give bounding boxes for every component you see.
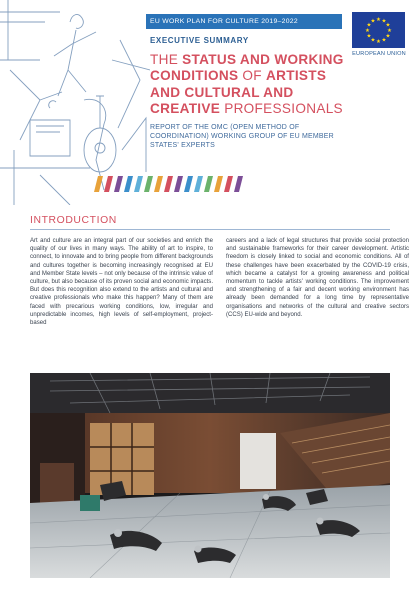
title-part: STATUS AND WORKING CONDITIONS <box>150 52 344 84</box>
introduction-heading: INTRODUCTION <box>30 215 117 226</box>
page-title <box>150 52 360 117</box>
stripe <box>174 176 183 192</box>
stripe <box>154 176 163 192</box>
stripe <box>114 176 123 192</box>
eu-star-icon: ★ <box>376 39 381 45</box>
eu-star-icon: ★ <box>366 22 372 29</box>
eu-star-icon: ★ <box>365 28 370 34</box>
eu-star-icon: ★ <box>381 18 387 25</box>
stripe <box>234 176 243 192</box>
stripe <box>204 176 213 192</box>
title-part: ARTISTS AND CULTURAL AND CREATIVE <box>150 68 327 116</box>
report-subtitle: REPORT OF THE OMC (OPEN METHOD OF COORDINATION) WORKING GROUP OF EU MEMBER STATES' EXPERTS <box>150 124 334 149</box>
stripe <box>214 176 223 192</box>
intro-text-left: Art and culture are an integral part of our societies and enrich the quality of our lives in many ways. The ability of art to inspire, to connect, to innovate and to bring people from different backgrounds and cultures together is becoming increasingly recognised at EU and Member State levels – not only because of the intrinsic value of culture, but also because of its proven social and economic impacts. But does this recognition also extend to the artists and cultural and creative professionals who make this happen? Many of them are faced with precarious working conditions, low, irregular and unpredictable incomes, high levels of self-employment, project-based <box>30 238 213 327</box>
rehearsal-space-photo <box>30 373 390 578</box>
eu-star-icon: ★ <box>376 17 381 23</box>
stripe <box>184 176 193 192</box>
eu-label: EUROPEAN UNION <box>352 51 406 57</box>
stripe <box>104 176 113 192</box>
stripe <box>144 176 153 192</box>
stripe <box>124 176 133 192</box>
eu-star-icon: ★ <box>370 37 376 44</box>
stripe <box>194 176 203 192</box>
executive-summary-kicker: EXECUTIVE SUMMARY <box>150 36 249 45</box>
section-divider <box>30 229 390 230</box>
eu-star-icon: ★ <box>387 28 392 34</box>
title-part: OF <box>238 68 266 84</box>
artist-line-art-illustration <box>0 0 150 205</box>
title-part: THE <box>150 52 183 67</box>
stripe <box>224 176 233 192</box>
eu-star-icon: ★ <box>366 33 372 40</box>
eu-star-icon: ★ <box>370 18 376 25</box>
eu-star-icon: ★ <box>385 33 391 40</box>
intro-text-right: careers and a lack of legal structures that provide social protection and sustainable frameworks for their career development. Artistic freedom is closely linked to social and economic conditions. All of these challenges have been exacerbated by the COVID-19 crisis, which became a catalyst for a growing awareness and political momentum to tackle artists' working conditions. The improvement and strengthening of a fair and decent working environment has already been demanded for a long time by representative organisations and networks of the cultural and creative sectors (CCS) EU-wide and beyond. <box>226 238 409 318</box>
eu-flag-icon <box>352 12 405 48</box>
eu-star-icon: ★ <box>381 37 387 44</box>
decorative-stripes <box>94 176 244 192</box>
work-plan-label: EU WORK PLAN FOR CULTURE 2019–2022 <box>150 18 298 25</box>
stripe <box>164 176 173 192</box>
eu-star-icon: ★ <box>385 22 391 29</box>
title-part: PROFESSIONALS <box>220 100 343 116</box>
stripe <box>134 176 143 192</box>
header-band <box>146 14 342 29</box>
stripe <box>94 176 103 192</box>
